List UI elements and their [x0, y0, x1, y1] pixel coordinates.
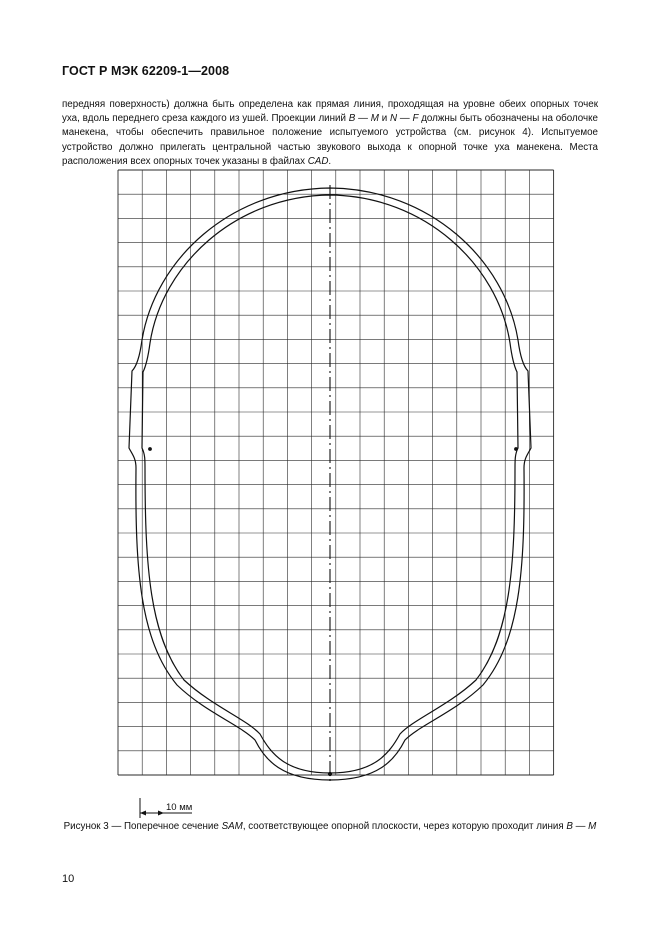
reference-point-left-ear	[148, 447, 152, 451]
para-run: —	[355, 113, 371, 125]
para-run-italic: F	[412, 113, 419, 125]
document-header: ГОСТ Р МЭК 62209-1—2008	[62, 64, 230, 78]
para-run-italic: M	[370, 113, 379, 125]
reference-point-chin	[328, 772, 332, 776]
para-run: .	[328, 155, 332, 167]
para-run: передняя поверхность) должна быть определена как прямая линия, проходящая на уровне обеих опорных точек уха, вдоль переднего среза каждого из ушей. Проекции линий	[62, 99, 598, 125]
scale-indicator	[140, 798, 192, 818]
caption-run: , соответствующее опорной плоскости, через которую проходит линия	[242, 821, 567, 832]
para-run-italic: B	[348, 113, 356, 125]
caption-run-italic: SAM	[221, 821, 243, 832]
page-number: 10	[62, 873, 75, 885]
reference-point-right-ear	[514, 447, 518, 451]
para-run: и	[378, 113, 390, 125]
scale-arrow-right	[158, 811, 164, 816]
para-run: —	[397, 113, 413, 125]
para-run-italic: N	[389, 113, 398, 125]
para-run-italic: CAD	[307, 155, 329, 167]
measurement-grid	[118, 170, 554, 775]
scale-arrow-left	[140, 811, 146, 816]
caption-run-italic: M	[588, 821, 597, 832]
caption-run: —	[572, 821, 589, 832]
scale-label: 10 мм	[166, 802, 193, 813]
para-run: должны быть обозначены на оболочке манекена, чтобы обеспечить правильное положение испытуемого устройства (см. рисунок 4). Испытуемое устройство должно прилегать центральной частью звукового выхода к опорной точке уха манекена. Места расположения всех опорных точек указаны в файлах	[62, 113, 598, 167]
figure-caption	[62, 820, 598, 834]
caption-run-italic: B	[566, 821, 573, 832]
caption-run: Рисунок 3 — Поперечное сечение	[63, 821, 222, 832]
